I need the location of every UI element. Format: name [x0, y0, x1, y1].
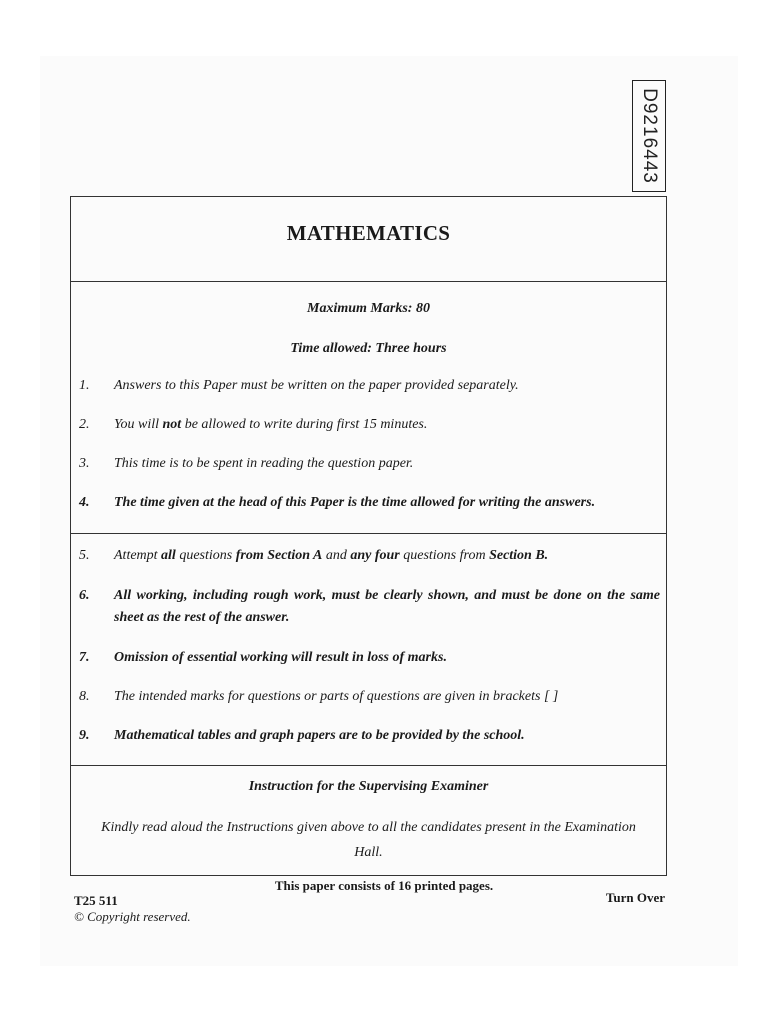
- divider-title: [71, 281, 666, 282]
- instruction-6: 6. All working, including rough work, must be clearly shown, and must be done on the same sheet as the rest of the answer.: [79, 588, 660, 625]
- divider-examiner: [71, 765, 666, 766]
- cover-frame: [70, 196, 667, 876]
- copyright: © Copyright reserved.: [74, 909, 191, 924]
- page-count: This paper consists of 16 printed pages.: [274, 878, 494, 893]
- serial-number: D9216443: [639, 88, 660, 184]
- examiner-instruction: Kindly read aloud the Instructions given above to all the candidates present in the Examination Hall.: [101, 820, 636, 860]
- max-marks: Maximum Marks: 80: [307, 301, 430, 316]
- instruction-4: 4. The time given at the head of this Paper is the time allowed for writing the answers.: [79, 495, 596, 510]
- examiner-heading: Instruction for the Supervising Examiner: [248, 779, 489, 794]
- divider-instructions: [71, 533, 666, 534]
- instruction-2: 2. You will not be allowed to write during first 15 minutes.: [79, 417, 428, 432]
- instruction-1: 1. Answers to this Paper must be written on the paper provided separately.: [79, 378, 519, 393]
- footer-left: [74, 893, 191, 925]
- time-allowed: Time allowed: Three hours: [290, 341, 447, 356]
- instruction-9: 9. Mathematical tables and graph papers are to be provided by the school.: [79, 728, 525, 743]
- instruction-3: 3. This time is to be spent in reading the question paper.: [79, 456, 414, 471]
- serial-number-box: [632, 80, 666, 192]
- instruction-5: 5. Attempt all questions from Section A and any four questions from Section B.: [79, 548, 549, 563]
- turn-over: Turn Over: [605, 890, 665, 905]
- paper-title: MATHEMATICS: [286, 221, 451, 245]
- instruction-7: 7. Omission of essential working will result in loss of marks.: [79, 650, 447, 665]
- instruction-8: 8. The intended marks for questions or parts of questions are given in brackets [ ]: [79, 689, 559, 704]
- paper-code: T25 511: [74, 893, 118, 908]
